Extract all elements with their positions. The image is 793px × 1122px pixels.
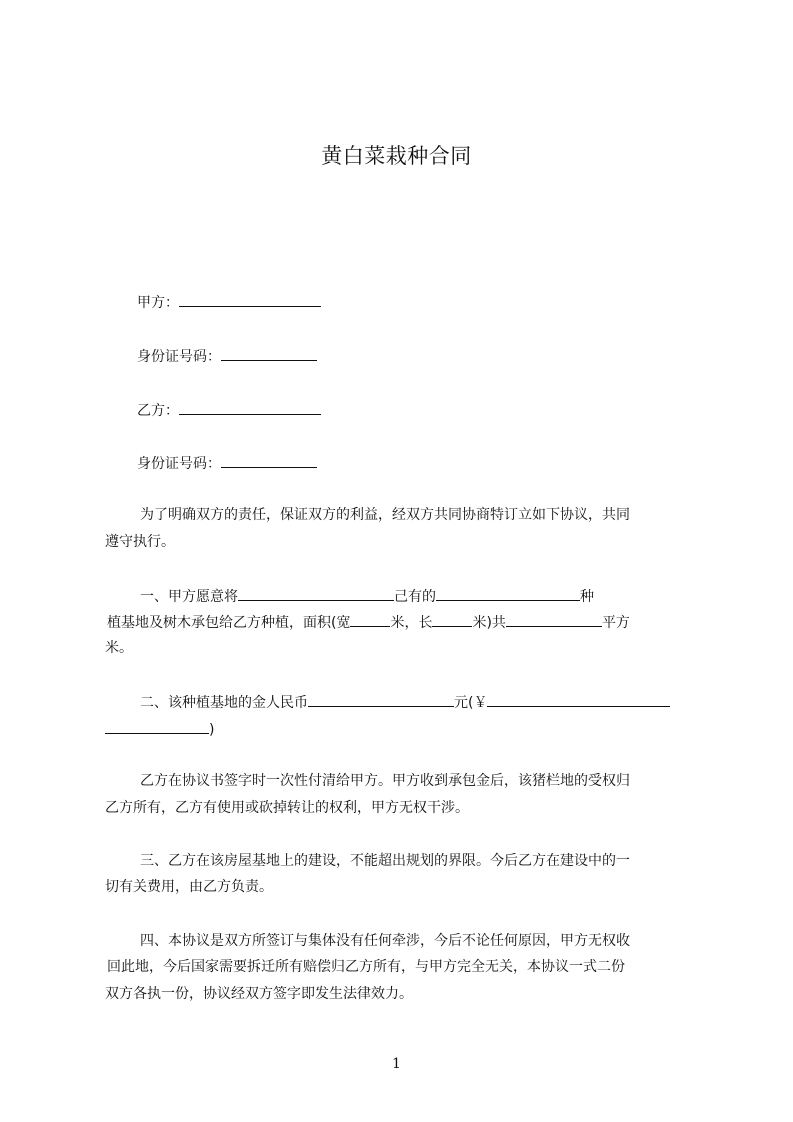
party-a-id-line <box>137 345 737 367</box>
party-a-id-label: 身份证号码： <box>137 349 221 365</box>
party-a-line <box>137 291 737 313</box>
clause1-line-3: 米。 <box>105 640 133 656</box>
clause4-line-3: 双方各执一份，协议经双方签字即发生法律效力。 <box>105 986 413 1002</box>
clause1-text-1: 一、甲方愿意将 <box>140 589 238 605</box>
document-title: 黄白菜栽种合同 <box>321 144 472 168</box>
clause2-text-2: 元(￥ <box>454 695 488 711</box>
clause1-line-1 <box>140 585 740 607</box>
party-b-blank[interactable] <box>179 399 321 415</box>
party-b-id-blank[interactable] <box>221 452 317 468</box>
payment-line-2: 乙方所有，乙方有使用或砍掉转让的权利，甲方无权干涉。 <box>105 800 469 816</box>
clause4-line-2: 回此地，今后国家需要拆迁所有赔偿归乙方所有，与甲方完全无关，本协议一式二份 <box>107 959 625 975</box>
party-b-label: 乙方： <box>137 403 179 419</box>
clause1-text-7: 平方 <box>601 615 630 631</box>
payment-line-1: 乙方在协议书签字时一次性付清给甲方。甲方收到承包金后，该猪栏地的受权归 <box>140 773 630 789</box>
clause2-line-2 <box>105 718 705 740</box>
clause2-line-1 <box>140 691 740 713</box>
party-b-id-label: 身份证号码： <box>137 456 221 472</box>
clause3-line-1: 三、乙方在该房屋基地上的建设，不能超出规划的界限。今后乙方在建设中的一 <box>140 853 630 869</box>
clause3-line-2: 切有关费用，由乙方负责。 <box>105 879 273 895</box>
clause1-line-2 <box>107 611 707 633</box>
clause2-blank-amount[interactable] <box>308 691 454 707</box>
clause1-blank-width[interactable] <box>350 611 390 627</box>
party-b-id-line <box>137 452 737 474</box>
clause1-blank-owner[interactable] <box>238 585 394 601</box>
clause2-blank-amount-figure-cont[interactable] <box>105 718 209 734</box>
clause1-text-5: 米，长 <box>390 615 433 631</box>
intro-line-2: 遵守执行。 <box>105 534 175 550</box>
party-a-label: 甲方： <box>137 295 179 311</box>
clause1-text-3: 种 <box>580 589 594 605</box>
party-b-line <box>137 399 737 421</box>
clause2-text-1: 二、该种植基地的金人民币 <box>140 695 308 711</box>
intro-line-1: 为了明确双方的责任，保证双方的利益，经双方共同协商特订立如下协议，共同 <box>140 507 630 523</box>
clause1-blank-length[interactable] <box>432 611 472 627</box>
clause1-blank-property[interactable] <box>436 585 580 601</box>
clause2-blank-amount-figure[interactable] <box>487 691 670 707</box>
clause2-text-3: ) <box>209 722 215 738</box>
page-number: 1 <box>392 1056 401 1072</box>
clause1-blank-area[interactable] <box>506 611 602 627</box>
clause1-text-6: 米)共 <box>472 615 506 631</box>
party-a-blank[interactable] <box>179 291 321 307</box>
clause4-line-1: 四、本协议是双方所签订与集体没有任何牵涉，今后不论任何原因，甲方无权收 <box>140 933 630 949</box>
party-a-id-blank[interactable] <box>221 345 317 361</box>
clause1-text-4: 植基地及树木承包给乙方种植，面积(宽 <box>107 615 351 631</box>
clause1-text-2: 己有的 <box>394 589 436 605</box>
